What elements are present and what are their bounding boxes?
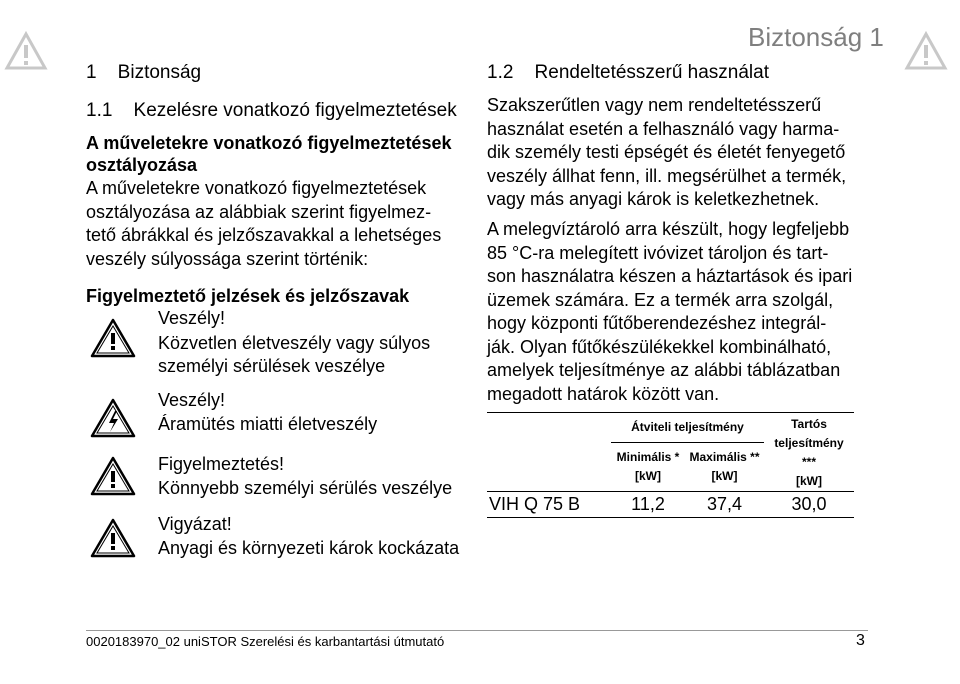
- paragraph-line: üzemek számára. Ez a termék arra szolgál,: [487, 289, 834, 310]
- subheading-line: A műveletekre vonatkozó figyelmeztetések: [86, 133, 452, 153]
- paragraph-line: hogy központi fűtőberendezéshez integrál-: [487, 313, 827, 333]
- paragraph-line: A melegvíztároló arra készült, hogy legfeljebb: [487, 219, 850, 239]
- table-header-min: [611, 442, 685, 491]
- warning-desc: Anyagi és környezeti károk kockázata: [158, 538, 460, 558]
- warning-desc-line: Közvetlen életveszély vagy súlyos: [158, 333, 431, 353]
- warning-title-warning: Figyelmeztetés!: [158, 454, 285, 474]
- intro-paragraph: [86, 177, 441, 271]
- warning-desc: Áramütés miatti életveszély: [158, 414, 378, 434]
- header-line: Minimális *: [616, 449, 680, 464]
- table-cell-min: 11,2: [631, 494, 665, 514]
- subsection-title-handling-warnings: 1.1 Kezelésre vonatkozó figyelmeztetések: [86, 100, 457, 121]
- footer-doc-text: 0020183970_02 uniSTOR Szerelési és karbantartási útmutató: [86, 634, 445, 649]
- header-line: [kW]: [635, 468, 661, 483]
- section-title-intended-use: 1.2 Rendeltetésszerű használat: [487, 62, 770, 83]
- paragraph-line: dik személy testi épségét és életét fenyegető: [487, 142, 846, 162]
- intended-use-paragraph-1: [487, 94, 846, 212]
- paragraph-line: vagy más anyagi károk is keletkezhetnek.: [487, 189, 820, 209]
- table-header-max: [685, 442, 764, 491]
- transfer-power-table: [487, 412, 854, 518]
- paragraph-line: használat esetén a felhasználó vagy harma-: [487, 118, 840, 139]
- header-title: Biztonság 1: [748, 22, 884, 52]
- subheading-classification: [86, 132, 451, 176]
- table-group-header: Átviteli teljesítmény: [611, 413, 764, 443]
- table-header-continuous: [764, 413, 854, 492]
- intro-line: tető ábrákkal és jelzőszavakkal a lehetséges: [86, 225, 442, 245]
- table-cell-model: VIH Q 75 B: [489, 494, 581, 514]
- side-warning-icon-right: [904, 30, 948, 74]
- paragraph-line: amelyek teljesítménye az alábbi táblázatban: [487, 360, 841, 380]
- exclamation-warning-icon: [90, 456, 136, 496]
- intro-line: A műveletekre vonatkozó figyelmeztetések: [86, 178, 427, 198]
- warning-title-danger: Veszély!: [158, 308, 226, 328]
- table-cell-continuous: 30,0: [791, 494, 827, 514]
- side-warning-icon-left: [4, 30, 48, 74]
- electric-shock-warning-icon: [90, 398, 136, 438]
- paragraph-line: 85 °C-ra melegített ivóvizet tároljon és tart-: [487, 242, 829, 263]
- warning-title-caution: Vigyázat!: [158, 514, 232, 534]
- header-line: [kW]: [711, 468, 738, 483]
- header-line: Maximális **: [689, 449, 760, 464]
- section-title-safety: 1 Biztonság: [86, 62, 202, 83]
- exclamation-warning-icon: [90, 318, 136, 358]
- header-line: [kW]: [796, 474, 822, 488]
- table-row: [487, 492, 854, 518]
- paragraph-line: megadott határok között van.: [487, 383, 720, 404]
- exclamation-warning-icon: [90, 518, 136, 558]
- warning-desc: Könnyebb személyi sérülés veszélye: [158, 478, 453, 498]
- footer-divider: [86, 630, 868, 631]
- warning-desc: [158, 332, 430, 378]
- intro-line: veszély súlyossága szerint történik:: [86, 248, 369, 269]
- header-line: teljesítmény: [774, 436, 844, 450]
- header-line: Tartós: [791, 417, 827, 431]
- subheading-line: osztályozása: [86, 155, 198, 175]
- table-cell-max: 37,4: [706, 494, 743, 514]
- warning-title-danger-electric: Veszély!: [158, 390, 226, 410]
- paragraph-line: veszély állhat fenn, ill. megsérülhet a termék,: [487, 165, 847, 186]
- header-line: ***: [801, 455, 816, 469]
- paragraph-line: Szakszerűtlen vagy nem rendeltetésszerű: [487, 95, 822, 115]
- signals-heading: Figyelmeztető jelzések és jelzőszavak: [86, 286, 410, 306]
- warning-desc-line: személyi sérülések veszélye: [158, 356, 386, 376]
- intended-use-paragraph-2: [487, 218, 852, 406]
- intro-line: osztályozása az alábbiak szerint figyelmez-: [86, 201, 432, 222]
- paragraph-line: son használatra készen a háztartások és ipari: [487, 266, 853, 286]
- paragraph-line: ják. Olyan fűtőkészülékekkel kombinálható,: [487, 336, 832, 357]
- footer-page-number: 3: [856, 632, 865, 649]
